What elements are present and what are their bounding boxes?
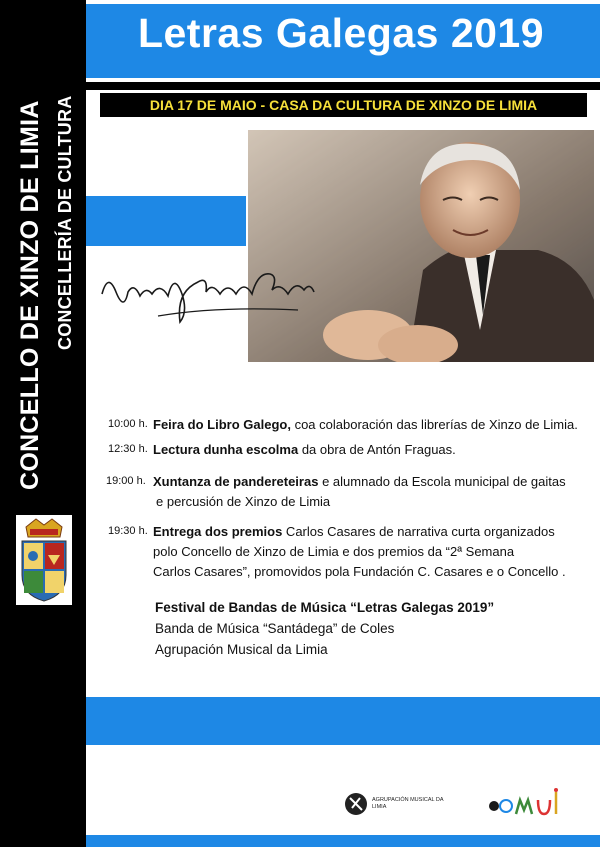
schedule-item bbox=[153, 442, 456, 457]
coat-of-arms-icon bbox=[16, 515, 72, 605]
bottom-blue-stripe bbox=[86, 697, 600, 745]
schedule-item bbox=[153, 417, 578, 432]
schedule-item-title: Feira do Libro Galego, bbox=[153, 417, 291, 432]
festival-line: Banda de Música “Santádega” de Coles bbox=[155, 621, 395, 636]
agrupacion-logo-text: AGRUPACIÓN MUSICAL DA LIMIA bbox=[372, 797, 444, 810]
time-label: 19:00 h. bbox=[106, 475, 146, 487]
agrupacion-logo bbox=[342, 786, 452, 822]
schedule-item-title: Lectura dunha escolma bbox=[153, 442, 299, 457]
schedule-item-continuation: polo Concello de Xinzo de Limia e dos premios da “2ª Semana bbox=[153, 544, 515, 559]
time-label: 12:30 h. bbox=[108, 443, 148, 455]
schedule-item-text: Carlos Casares de narrativa curta organizados bbox=[282, 524, 555, 539]
somu-logo bbox=[486, 784, 562, 824]
date-banner: DIA 17 DE MAIO - CASA DA CULTURA DE XINZO DE LIMIA bbox=[100, 93, 587, 117]
time-label: 10:00 h. bbox=[108, 418, 148, 430]
divider bbox=[86, 82, 600, 90]
schedule-item-title: Xuntanza de pandereteiras bbox=[153, 474, 319, 489]
sidebar-title: CONCELLO DE XINZO DE LIMIA bbox=[16, 100, 44, 490]
sidebar bbox=[0, 0, 86, 847]
footer-blue-stripe bbox=[86, 835, 600, 847]
signature bbox=[98, 252, 318, 332]
blue-stripe bbox=[86, 196, 246, 246]
schedule-item-continuation: e percusión de Xinzo de Limia bbox=[156, 494, 331, 509]
schedule-item bbox=[153, 474, 566, 489]
schedule-item bbox=[153, 524, 555, 539]
festival-line: Agrupación Musical da Limia bbox=[155, 642, 328, 657]
schedule-item-text: da obra de Antón Fraguas. bbox=[298, 442, 456, 457]
schedule-item-text: coa colaboración das librerías de Xinzo de Limia. bbox=[290, 417, 578, 432]
festival-title: Festival de Bandas de Música “Letras Galegas 2019” bbox=[155, 600, 495, 615]
sidebar-subtitle: CONCELLERÍA DE CULTURA bbox=[55, 95, 75, 350]
schedule-item-text: e alumnado da Escola municipal de gaitas bbox=[318, 474, 566, 489]
schedule-item-continuation: Carlos Casares”, promovidos pola Fundación C. Casares e o Concello . bbox=[153, 564, 566, 579]
schedule-item-title: Entrega dos premios bbox=[153, 524, 283, 539]
time-label: 19:30 h. bbox=[108, 525, 148, 537]
page-title: Letras Galegas 2019 bbox=[137, 10, 545, 56]
